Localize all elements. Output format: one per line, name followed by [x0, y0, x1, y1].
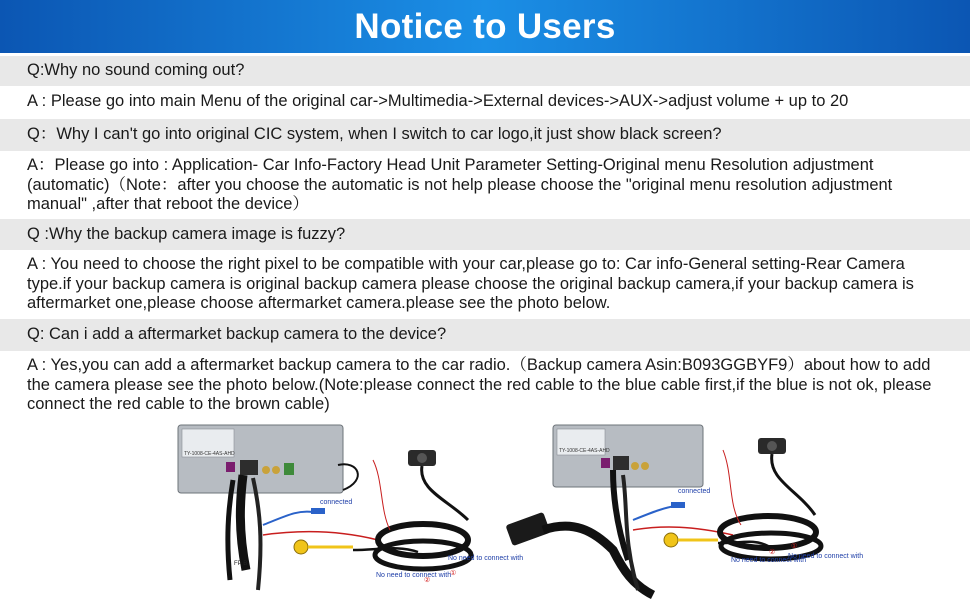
- unit-label: TY-1008-CE-4AS-AHD: [184, 451, 235, 457]
- faq-question-2: [0, 119, 970, 151]
- question-text: Q:Why no sound coming out?: [27, 61, 245, 80]
- marker-2: ②: [424, 577, 431, 584]
- answer-text: A : Yes,you can add a aftermarket backup camera to the car radio.（Backup camera Asin:B093GGBYF9）about how to add the camera please see the photo below.(Note:please connect the red cable to the blue cable first,if the blue is not ok, please connect the red cable to the brown cable): [27, 356, 932, 413]
- connected-label: connected: [678, 488, 711, 495]
- question-text: Q：Why I can't go into original CIC system, when I switch to car logo,it just show black screen?: [27, 125, 722, 144]
- title-banner: [0, 0, 970, 53]
- wiring-photo-left: [168, 420, 524, 600]
- answer-text: A：Please go into : Application- Car Info-Factory Head Unit Parameter Setting-Original menu Resolution adjustment (automatic)（Note：after you choose the automatic is not help please choose the "original menu resolution adjustment manual" ,after that reboot the device）: [27, 156, 893, 213]
- no-need-label-1: No need to connect with: [788, 553, 864, 560]
- answer-text: A : Please go into main Menu of the original car->Multimedia->External devices->AUX->adjust volume + up to 20: [27, 92, 849, 110]
- page-title: Notice to Users: [354, 6, 616, 46]
- question-text: Q :Why the backup camera image is fuzzy?: [27, 224, 346, 243]
- marker-1: ①: [450, 570, 457, 577]
- no-need-label-1: No need to connect with: [448, 555, 524, 562]
- answer-text: A : You need to choose the right pixel to be compatible with your car,please go to: Car info-General setting-Rear Camera type.if your backup camera is original backup camera please choose the original backup camera,if your backup camera is aftermarket one,please choose aftermarket camera.please see the photo below.: [27, 255, 914, 312]
- faq-answer-3: [0, 255, 970, 315]
- faq-answer-2: [0, 156, 970, 216]
- wiring-photo-right: [503, 420, 864, 600]
- unit-label: TY-1008-CE-4AS-AHD: [559, 448, 610, 454]
- no-need-label-2: No need to connect with: [376, 572, 452, 579]
- corner-label: FP B: [234, 561, 248, 567]
- faq-question-1: [0, 56, 970, 86]
- marker-2: ②: [769, 549, 776, 556]
- faq-question-4: [0, 319, 970, 351]
- faq-answer-4: [0, 356, 970, 416]
- faq-question-3: [0, 219, 970, 250]
- question-text: Q: Can i add a aftermarket backup camera to the device?: [27, 325, 447, 344]
- connected-label: connected: [320, 499, 353, 506]
- marker-1: ①: [791, 543, 798, 550]
- wiring-photos: [0, 420, 970, 600]
- faq-answer-1: [0, 92, 970, 114]
- no-need-label-2: No need to connect with: [731, 557, 807, 564]
